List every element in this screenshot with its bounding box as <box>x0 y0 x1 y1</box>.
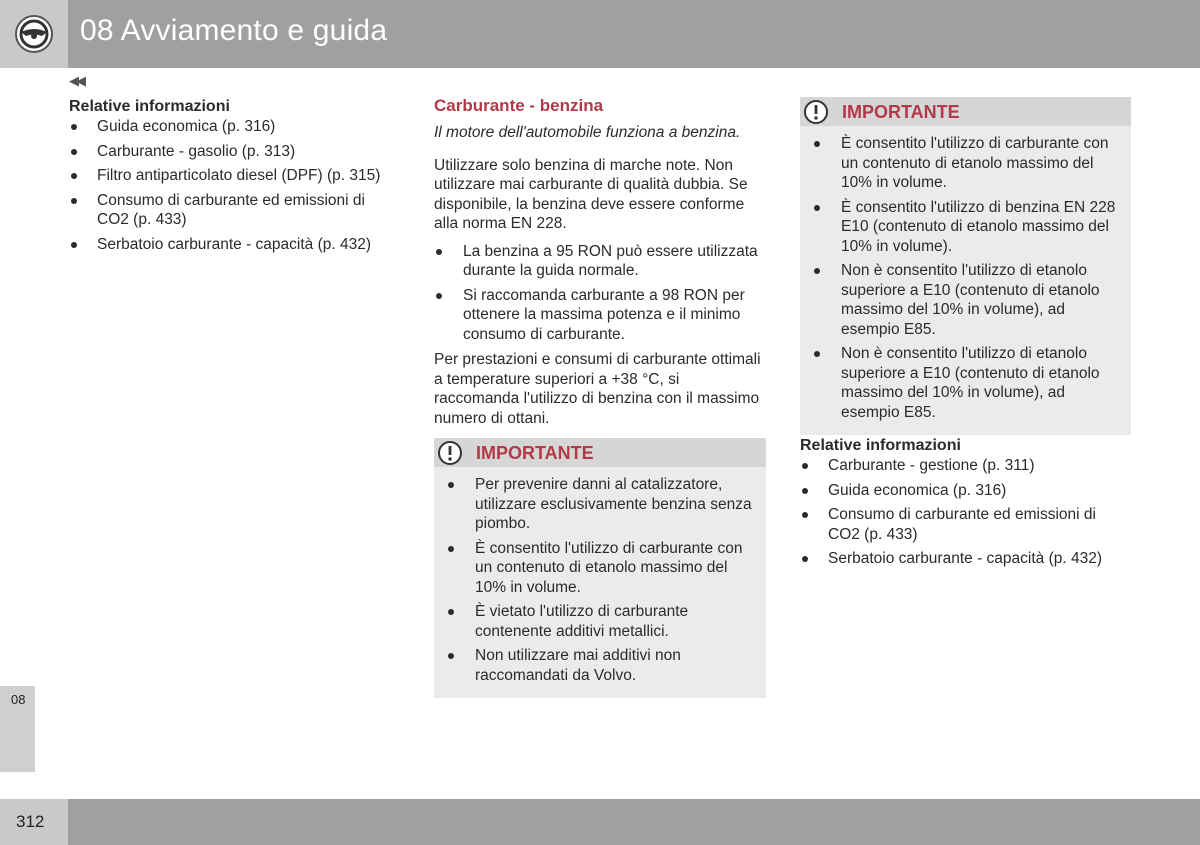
paragraph: Per prestazioni e consumi di carburante ottimali a temperature superiori a +38 °C, si raccomanda l'utilizzo di benzina con il massimo numero di ottani. <box>434 351 761 427</box>
list-item: È consentito l'utilizzo di benzina EN 228 E10 (contenuto di etanolo massimo del 10% in volume). <box>812 198 1119 257</box>
list-item[interactable]: Carburante - gestione (p. 311) <box>800 456 1131 476</box>
steering-wheel-icon <box>14 14 54 54</box>
section-subtitle: Il motore dell'automobile funziona a benzina. <box>434 124 741 141</box>
important-box <box>800 97 1131 435</box>
back-arrows-icon[interactable]: ◀◀ <box>69 73 83 88</box>
list-item: Si raccomanda carburante a 98 RON per ottenere la massima potenza e il minimo consumo di carburante. <box>434 286 766 345</box>
important-header <box>434 438 766 467</box>
important-list <box>446 475 754 685</box>
chapter-tab-label: 08 <box>11 692 26 707</box>
related-info-list <box>800 456 1131 569</box>
list-item[interactable]: Guida economica (p. 316) <box>800 481 1131 501</box>
important-label: IMPORTANTE <box>476 443 594 463</box>
important-list <box>812 134 1119 422</box>
left-column <box>69 97 399 259</box>
chapter-icon-box <box>0 0 68 68</box>
list-item[interactable]: Guida economica (p. 316) <box>69 117 399 137</box>
list-item: Per prevenire danni al catalizzatore, utilizzare esclusivamente benzina senza piombo. <box>446 475 754 534</box>
list-item[interactable]: Filtro antiparticolato diesel (DPF) (p. 315) <box>69 166 399 186</box>
warning-icon <box>803 99 829 125</box>
list-item: Non è consentito l'utilizzo di etanolo superiore a E10 (contenuto di etanolo massimo del 10% in volume), ad esempio E85. <box>812 344 1119 422</box>
list-item: Non utilizzare mai additivi non raccomandati da Volvo. <box>446 646 754 685</box>
important-header <box>800 97 1131 126</box>
list-item: Non è consentito l'utilizzo di etanolo superiore a E10 (contenuto di etanolo massimo del 10% in volume), ad esempio E85. <box>812 261 1119 339</box>
related-info-heading: Relative informazioni <box>69 98 230 115</box>
bullet-list <box>434 242 766 345</box>
list-item: È vietato l'utilizzo di carburante contenente additivi metallici. <box>446 602 754 641</box>
list-item: È consentito l'utilizzo di carburante con un contenuto di etanolo massimo del 10% in volume. <box>446 539 754 598</box>
warning-icon <box>437 440 463 466</box>
list-item[interactable]: Serbatoio carburante - capacità (p. 432) <box>800 549 1131 569</box>
important-body <box>434 467 766 698</box>
right-related-info <box>800 436 1131 574</box>
chapter-side-tab <box>0 686 35 772</box>
list-item[interactable]: Serbatoio carburante - capacità (p. 432) <box>69 235 399 255</box>
related-info-list <box>69 117 399 254</box>
list-item: È consentito l'utilizzo di carburante con un contenuto di etanolo massimo del 10% in volume. <box>812 134 1119 193</box>
page-number: 312 <box>16 812 45 831</box>
list-item: La benzina a 95 RON può essere utilizzata durante la guida normale. <box>434 242 766 281</box>
list-item[interactable]: Consumo di carburante ed emissioni di CO2 (p. 433) <box>69 191 399 230</box>
section-title: Carburante - benzina <box>434 96 604 115</box>
page-number-box <box>0 799 68 845</box>
list-item[interactable]: Carburante - gasolio (p. 313) <box>69 142 399 162</box>
important-box <box>434 438 766 698</box>
page-footer <box>0 799 1200 845</box>
paragraph: Utilizzare solo benzina di marche note. Non utilizzare mai carburante di qualità dubbia. Se disponibile, la benzina deve essere conforme alla norma EN 228. <box>434 156 748 232</box>
related-info-heading: Relative informazioni <box>800 437 961 454</box>
important-label: IMPORTANTE <box>842 102 960 122</box>
middle-column <box>434 95 766 436</box>
list-item[interactable]: Consumo di carburante ed emissioni di CO2 (p. 433) <box>800 505 1131 544</box>
chapter-title: 08 Avviamento e guida <box>80 14 388 47</box>
important-body <box>800 126 1131 435</box>
